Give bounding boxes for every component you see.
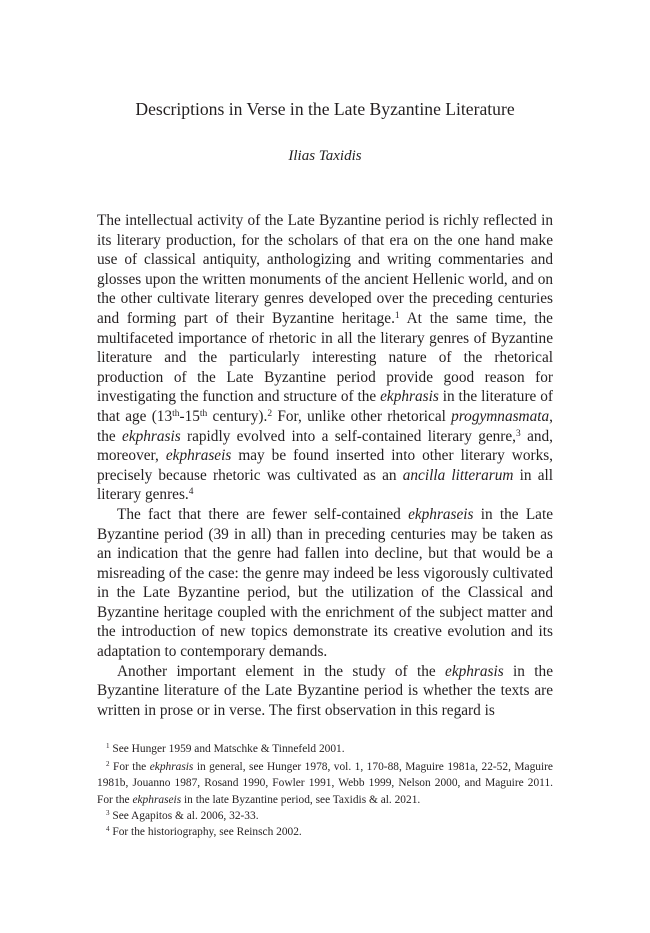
italic-term: ekphrasis [445, 662, 504, 680]
italic-term: ekphrasis [149, 761, 194, 774]
text-run: may be found inserted into other literary works, precisely because rhetoric was cultivated as an [97, 447, 553, 484]
text-run: and, moreover, [97, 427, 553, 465]
footnotes [97, 741, 553, 840]
text-run: century). [207, 407, 268, 425]
text-run: Another important element in the study of the [117, 662, 446, 680]
text-run: At the same time, the multifaceted importance of rhetoric in all the literary genres of Byzantine literature and the particularly interesting nature of the rhetorical production of the Late Byzantine period provide good reason for investigating the function and structure of the [97, 309, 553, 406]
italic-term: progymnasmata [451, 407, 550, 425]
body-text [97, 211, 553, 720]
footnote [97, 759, 553, 808]
italic-term: ancilla litterarum [402, 466, 514, 484]
text-run: in the Late Byzantine period (39 in all) than in preceding centuries may be taken as an indication that the genre had fallen into decline, but that would be a misreading of the case: the genre may indeed be less vigorously cultivated in the Late Byzantine period, but the utilization of the Classical and Byzantine heritage coupled with the enrichment of the subject matter and the introduction of new topics demonstrate its creative evolution and its adaptation to contemporary demands. [97, 505, 553, 661]
footnote [97, 808, 553, 824]
italic-term: ekphraseis [408, 505, 474, 523]
footnote-marker: 2 [106, 760, 110, 769]
footnote-marker: th [172, 408, 180, 419]
footnote-marker: th [199, 408, 208, 419]
text-run: in the late Byzantine period, see Taxidis & al. 2021. [181, 793, 421, 806]
italic-term: ekphrasis [122, 427, 181, 445]
text-run: rapidly evolved into a self-contained literary genre, [180, 427, 516, 445]
footnote-marker: 1 [106, 742, 110, 751]
footnote-marker: 4 [106, 825, 110, 834]
footnote-marker: 1 [394, 310, 400, 321]
footnote [97, 741, 553, 757]
paragraph [97, 505, 553, 662]
italic-term: ekphraseis [132, 793, 182, 806]
italic-term: ekphraseis [165, 447, 232, 465]
footnote-marker: 3 [516, 428, 521, 439]
footnote [97, 824, 553, 840]
footnote-marker: 3 [106, 808, 110, 817]
text-run: For, unlike other rhetorical [272, 407, 452, 425]
text-run: -15 [179, 407, 200, 425]
text-run: See Hunger 1959 and Matschke & Tinnefeld 2001. [109, 743, 345, 755]
author-name: Ilias Taxidis [288, 148, 362, 164]
text-run: The intellectual activity of the Late Byzantine period is richly reflected in its literary production, for the scholars of that era on the one hand make use of classical antiquity, anthologizing and writing commentaries and glosses upon the written monuments of the ancient Hellenic world, and on the other cultivate literary genres developed over the preceding centuries and forming part of their Byzantine heritage. [97, 212, 553, 327]
paragraph [97, 211, 553, 505]
text-run: The fact that there are fewer self-contained [117, 505, 409, 523]
text-run: , the [97, 407, 553, 445]
text-run: For the [109, 761, 150, 774]
page-title: Descriptions in Verse in the Late Byzantine Literature [135, 99, 515, 119]
text-run: in the literature of that age (13 [97, 388, 553, 425]
text-run: For the historiography, see Reinsch 2002. [109, 826, 302, 839]
text-run: in general, see Hunger 1978, vol. 1, 170-88, Maguire 1981a, 22-52, Maguire 1981b, Jouanno 1987, Rosand 1990, Fowler 1991, Webb 1999, Nelson 2000, and Maguire 2011. For the [97, 761, 553, 806]
text-run: See Agapitos & al. 2006, 32-33. [109, 809, 259, 822]
text-run: in all literary genres. [97, 466, 553, 504]
text-run: in the Byzantine literature of the Late Byzantine period is whether the texts are written in prose or in verse. The first observation in this regard is [97, 662, 553, 719]
italic-term: ekphrasis [380, 388, 439, 406]
paragraph [97, 662, 553, 721]
footnote-marker: 4 [188, 487, 194, 498]
footnote-marker: 2 [267, 408, 273, 419]
